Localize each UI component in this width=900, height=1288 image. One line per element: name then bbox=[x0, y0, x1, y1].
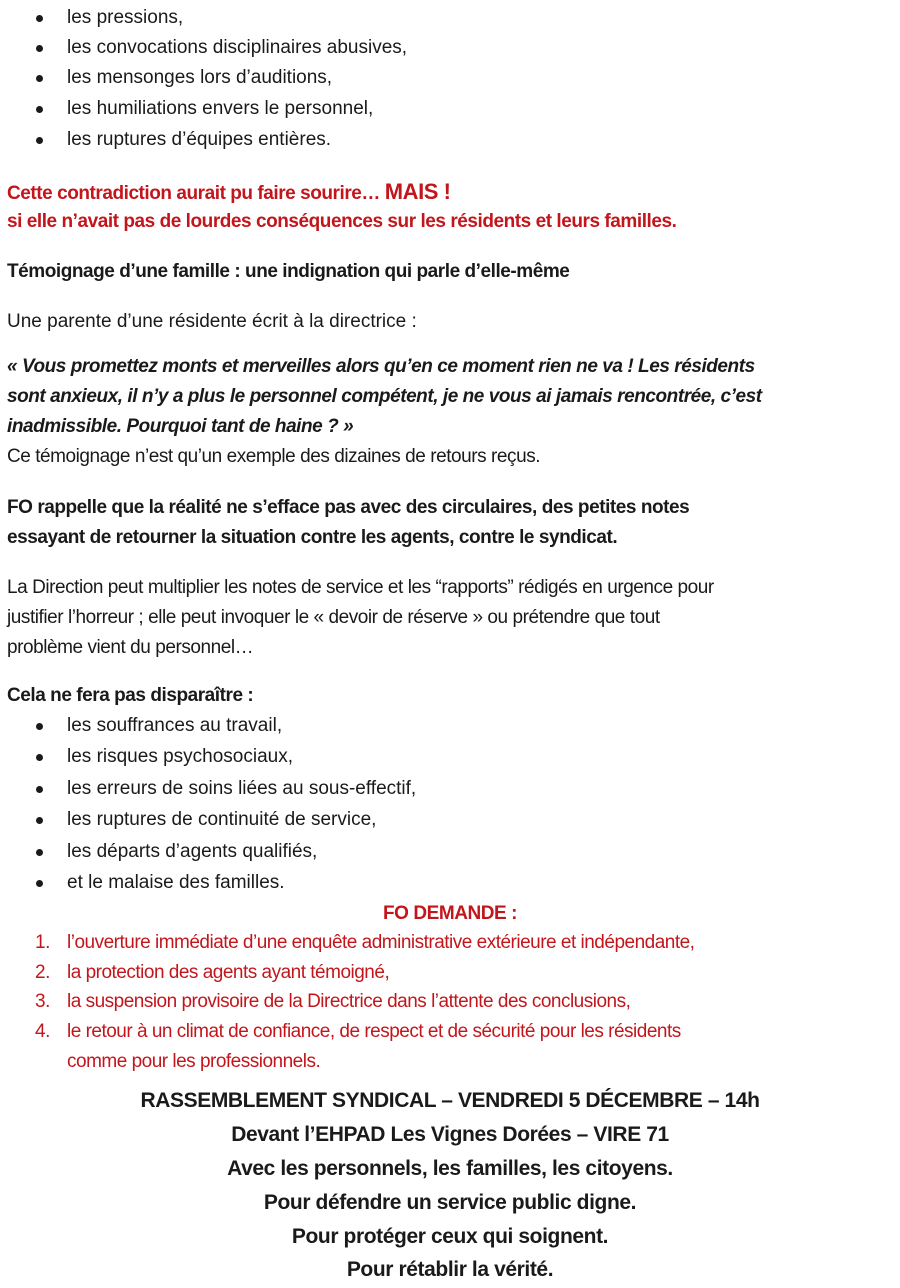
bullet-icon bbox=[36, 754, 43, 761]
bullet-icon bbox=[36, 137, 43, 144]
bullet-icon bbox=[36, 75, 43, 82]
bullet-icon bbox=[36, 15, 43, 22]
bullet-icon bbox=[36, 45, 43, 52]
bullet-icon bbox=[36, 786, 43, 793]
fo-rappelle-line: FO rappelle que la réalité ne s’efface pas avec des circulaires, des petites notes bbox=[7, 497, 690, 518]
rassemblement-location: Devant l’EHPAD Les Vignes Dorées – VIRE 71 bbox=[231, 1123, 669, 1146]
temoignage-intro: Une parente d’une résidente écrit à la directrice : bbox=[7, 311, 417, 332]
rassemblement-line: Pour rétablir la vérité. bbox=[346, 1258, 554, 1281]
rassemblement-line: Pour protéger ceux qui soignent. bbox=[291, 1225, 609, 1248]
bullet-icon bbox=[36, 817, 43, 824]
disparaitre-heading: Cela ne fera pas disparaître : bbox=[7, 685, 254, 706]
temoignage-note: Ce témoignage n’est qu’un exemple des dizaines de retours reçus. bbox=[7, 446, 541, 467]
direction-line: La Direction peut multiplier les notes de service et les “rapports” rédigés en urgence pour bbox=[7, 577, 714, 598]
contradiction-line-2: si elle n’avait pas de lourdes conséquences sur les résidents et leurs familles. bbox=[7, 211, 677, 232]
demande-heading: FO DEMANDE : bbox=[383, 903, 517, 924]
bullet-icon bbox=[36, 106, 43, 113]
rassemblement-line: Pour défendre un service public digne. bbox=[263, 1191, 637, 1214]
quote-line: sont anxieux, il n’y a plus le personnel compétent, je ne vous ai jamais rencontrée, c’est bbox=[7, 386, 762, 407]
fo-rappelle-line: essayant de retourner la situation contre les agents, contre le syndicat. bbox=[7, 527, 618, 548]
tract-page: les pressions, les convocations disciplinaires abusives, les mensonges lors d’auditions, les humiliations envers le personnel, les ruptures d’équipes entières. Cette contradiction aurait pu faire sourire… MAIS ! si elle n’avait pas de lourdes conséquences sur les résidents et leurs familles. Témoignage d’une famille : une indignation qui parle d’elle-même Une parente d’une résidente écrit à la directrice : « Vous promettez monts et merveilles alors qu’en ce moment rien ne va ! Les résidents sont anxieux, il n’y a plus le personnel compétent, je ne vous ai jamais rencontrée, c’est inadmissible. Pourquoi tant de haine ? » Ce témoignage n’est qu’un exemple des dizaines de retours reçus. FO rappelle que la réalité ne s’efface pas avec des circulaires, des petites notes essayant de retourner la situation contre les agents, contre le syndicat. La Direction peut multiplier les notes de service et les “rapports” rédigés en urgence pour justifier l’horreur ; elle peut invoquer le « devoir de réserve » ou prétendre que tout problème vient du personnel… Cela ne fera pas disparaître : les souffrances au travail, les risques psychosociaux, les erreurs de soins liées au sous-effectif, les ruptures de continuité de service, les départs d’agents qualifiés, et le malaise des familles. FO DEMANDE : 1. l’ouverture immédiate d’une enquête administrative extérieure et indépendante, 2. la protection des agents ayant témoigné, 3. la suspension provisoire de la Directrice dans l’attente des conclusions, 4. le retour à un climat de confiance, de respect et de sécurité pour les résidents comme pour les professionnels. RASSEMBLEMENT SYNDICAL – VENDREDI 5 DÉCEMBRE – 14h Devant l’EHPAD Les Vignes Dorées – VIRE 71 Avec les personnels, les familles, les citoyens. Pour défendre un service public digne. Pour protéger ceux qui soignent. Pour rétablir la vérité. bbox=[0, 0, 900, 1288]
bullet-icon bbox=[36, 849, 43, 856]
contradiction-line-1: Cette contradiction aurait pu faire sourire… MAIS ! bbox=[7, 179, 451, 204]
bullet-icon bbox=[36, 880, 43, 887]
quote-line: inadmissible. Pourquoi tant de haine ? » bbox=[7, 416, 354, 437]
rassemblement-line: Avec les personnels, les familles, les citoyens. bbox=[227, 1157, 673, 1180]
mais-emphasis: MAIS ! bbox=[384, 179, 451, 204]
direction-line: justifier l’horreur ; elle peut invoquer le « devoir de réserve » ou prétendre que tout bbox=[7, 607, 660, 628]
rassemblement-title: RASSEMBLEMENT SYNDICAL – VENDREDI 5 DÉCEMBRE – 14h bbox=[140, 1089, 760, 1112]
direction-line: problème vient du personnel… bbox=[7, 637, 254, 658]
bullet-icon bbox=[36, 723, 43, 730]
temoignage-heading: Témoignage d’une famille : une indignation qui parle d’elle-même bbox=[7, 261, 570, 282]
quote-line: « Vous promettez monts et merveilles alors qu’en ce moment rien ne va ! Les résidents bbox=[7, 356, 755, 377]
